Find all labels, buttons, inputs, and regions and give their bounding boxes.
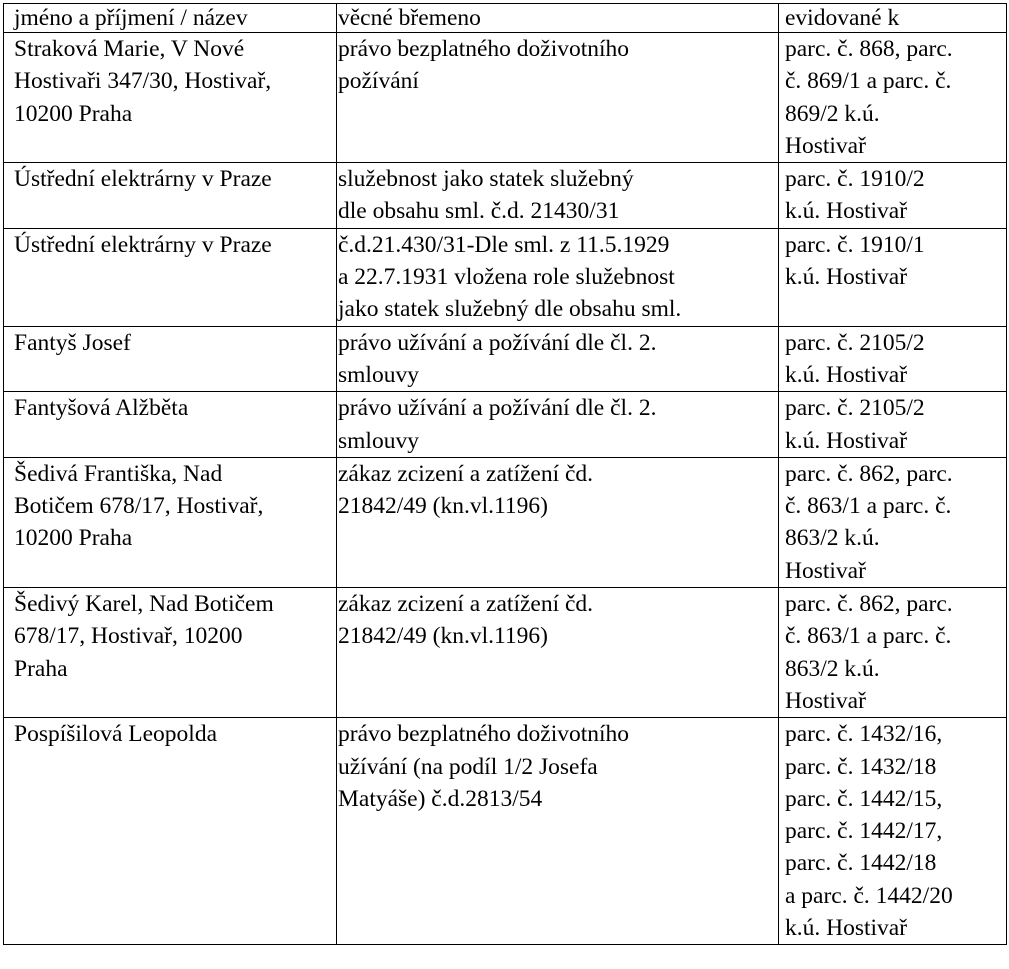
cell-text-line: k.ú. Hostivař (785, 361, 908, 388)
table-row (4, 33, 1007, 163)
cell-text-line: parc. č. 1910/2 (785, 166, 925, 193)
column-header-name: jméno a příjmení / název (4, 4, 337, 33)
cell-name (4, 588, 337, 718)
cell-text-line: smlouvy (338, 427, 419, 454)
cell-text-line: jako statek služebný dle obsahu sml. (338, 296, 682, 323)
table-row (4, 228, 1007, 326)
cell-burden (337, 163, 779, 229)
cell-text-line: užívání (na podíl 1/2 Josefa (338, 753, 598, 780)
cell-registered (779, 392, 1007, 458)
cell-text-line: právo bezplatného doživotního (338, 36, 630, 62)
cell-text-line: Fantyš Josef (14, 329, 131, 356)
cell-text-line: parc. č. 862, parc. (785, 591, 953, 618)
cell-name (4, 457, 337, 587)
cell-text-line: právo užívání a požívání dle čl. 2. (338, 329, 657, 356)
cell-text-line: parc. č. 1442/15, (785, 785, 943, 812)
cell-registered (779, 33, 1007, 163)
table-row (4, 163, 1007, 229)
cell-text-line: Hostivař (785, 687, 866, 714)
cell-text-line: parc. č. 1910/1 (785, 231, 925, 258)
cell-text-line: parc. č. 2105/2 (785, 395, 925, 422)
cell-text-line: Ústřední elektrárny v Praze (14, 231, 272, 258)
cell-text-line: zákaz zcizení a zatížení čd. (338, 591, 594, 618)
cell-text-line: k.ú. Hostivař (785, 264, 908, 291)
cell-name (4, 326, 337, 392)
cell-text-line: parc. č. 1432/16, (785, 721, 943, 748)
cell-text-line: 869/2 k.ú. (785, 100, 880, 127)
cell-burden (337, 228, 779, 326)
cell-text-line: a 22.7.1931 vložena role služebnost (338, 264, 675, 291)
cell-text-line: č.d.21.430/31-Dle sml. z 11.5.1929 (338, 231, 670, 258)
cell-text-line: Pospíšilová Leopolda (14, 721, 217, 748)
cell-name (4, 33, 337, 163)
cell-text-line: 863/2 k.ú. (785, 655, 880, 682)
table-row (4, 588, 1007, 718)
cell-text-line: k.ú. Hostivař (785, 198, 908, 225)
cell-text-line: 10200 Praha (14, 100, 133, 127)
cell-text-line: Praha (14, 655, 68, 682)
cell-text-line: parc. č. 1432/18 (785, 753, 937, 780)
cell-text-line: Hostivaři 347/30, Hostivař, (14, 68, 272, 95)
cell-text-line: právo užívání a požívání dle čl. 2. (338, 395, 657, 422)
table-row (4, 457, 1007, 587)
cell-burden (337, 392, 779, 458)
cell-text-line: 678/17, Hostivař, 10200 (14, 623, 243, 650)
encumbrance-table (3, 3, 1007, 945)
cell-text-line: služebnost jako statek služebný (338, 166, 634, 193)
cell-text-line: č. 869/1 a parc. č. (785, 68, 952, 95)
cell-text-line: 21842/49 (kn.vl.1196) (338, 493, 548, 520)
cell-name (4, 163, 337, 229)
cell-registered (779, 718, 1007, 945)
cell-text-line: Straková Marie, V Nové (14, 36, 245, 62)
column-header-burden: věcné břemeno (337, 4, 779, 33)
cell-text-line: Botičem 678/17, Hostivař, (14, 493, 264, 520)
cell-text-line: 21842/49 (kn.vl.1196) (338, 623, 548, 650)
cell-text-line: parc. č. 1442/18 (785, 850, 937, 877)
cell-burden (337, 457, 779, 587)
cell-name (4, 718, 337, 945)
table-header-row (4, 4, 1007, 33)
cell-text-line: Šedivá Františka, Nad (14, 460, 223, 487)
cell-text-line: Hostivař (785, 557, 866, 584)
table-row (4, 718, 1007, 945)
cell-text-line: Matyáše) č.d.2813/54 (338, 785, 543, 812)
cell-text-line: 10200 Praha (14, 525, 133, 552)
cell-text-line: 863/2 k.ú. (785, 525, 880, 552)
cell-text-line: k.ú. Hostivař (785, 427, 908, 454)
cell-registered (779, 588, 1007, 718)
cell-text-line: Fantyšová Alžběta (14, 395, 189, 422)
table-row (4, 326, 1007, 392)
table-row (4, 392, 1007, 458)
cell-text-line: parc. č. 868, parc. (785, 36, 953, 62)
cell-burden (337, 33, 779, 163)
cell-registered (779, 228, 1007, 326)
cell-registered (779, 163, 1007, 229)
cell-text-line: parc. č. 1442/17, (785, 818, 943, 845)
cell-text-line: č. 863/1 a parc. č. (785, 493, 952, 520)
cell-text-line: právo bezplatného doživotního (338, 721, 630, 748)
cell-text-line: Ústřední elektrárny v Praze (14, 166, 272, 193)
cell-text-line: dle obsahu sml. č.d. 21430/31 (338, 198, 620, 225)
cell-text-line: parc. č. 2105/2 (785, 329, 925, 356)
cell-registered (779, 457, 1007, 587)
cell-name (4, 228, 337, 326)
cell-text-line: požívání (338, 68, 419, 95)
cell-burden (337, 588, 779, 718)
cell-text-line: a parc. č. 1442/20 (785, 882, 953, 909)
cell-text-line: Šedivý Karel, Nad Botičem (14, 591, 274, 618)
cell-burden (337, 326, 779, 392)
cell-text-line: č. 863/1 a parc. č. (785, 623, 952, 650)
cell-text-line: parc. č. 862, parc. (785, 460, 953, 487)
cell-text-line: Hostivař (785, 132, 866, 159)
cell-name (4, 392, 337, 458)
cell-registered (779, 326, 1007, 392)
cell-burden (337, 718, 779, 945)
cell-text-line: k.ú. Hostivař (785, 915, 908, 942)
cell-text-line: zákaz zcizení a zatížení čd. (338, 460, 594, 487)
cell-text-line: smlouvy (338, 361, 419, 388)
column-header-registered: evidované k (779, 4, 1007, 33)
